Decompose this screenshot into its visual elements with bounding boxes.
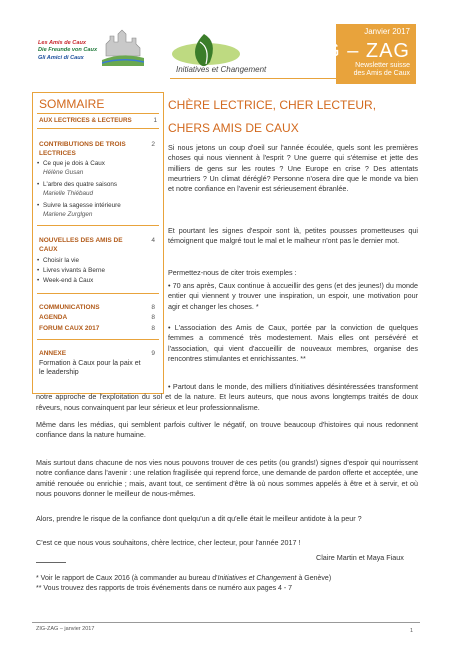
toc-divider (37, 128, 159, 129)
footnote-text: à Genève) (296, 575, 332, 582)
toc-item: • L'arbre des quatre saisons (43, 181, 155, 190)
toc-entry-label: FORUM CAUX 2017 (39, 325, 100, 332)
paragraph-2: Et pourtant les signes d'espoir sont là, petites pousses prometteuses qui témoignent que malgré tout le mal et le malheur n'ont pas le dernier mot. (168, 226, 418, 246)
table-of-contents (32, 92, 164, 394)
toc-entry-nouvelles[interactable] (39, 236, 155, 254)
footnote-text: * Voir le rapport de Caux 2016 (à commander au bureau d' (36, 575, 218, 582)
logo-line-it: Gli Amici di Caux (38, 54, 84, 61)
newsletter-subtitle (354, 62, 410, 78)
toc-entry-label: CAUX (39, 246, 58, 253)
toc-entry-label: ANNEXE (39, 350, 67, 357)
initiatives-changement-label: Initiatives et Changement (176, 65, 267, 74)
toc-entry-label: AGENDA (39, 314, 68, 321)
paragraph-6: • Partout dans le monde, des milliers d'initiatives désintéressées transforment notre approche de l'exploitation du sol et de la nature. Et leurs auteurs, que nous avons longtemps traités de doux rêveurs, nous convainquent par leur sérieux et leur professionnalisme. (36, 382, 418, 412)
footer-label: ZIG-ZAG – janvier 2017 (36, 626, 95, 632)
toc-divider (37, 225, 159, 226)
toc-author: Hélène Gusan (43, 169, 84, 176)
toc-entry-agenda[interactable] (39, 313, 155, 322)
toc-page-number: 2 (151, 141, 155, 148)
toc-page-number: 1 (153, 117, 157, 124)
toc-page-number: 8 (151, 314, 155, 321)
toc-divider (37, 293, 159, 294)
footer-rule (32, 622, 420, 623)
signature: Claire Martin et Maya Fiaux (316, 553, 404, 562)
paragraph-1: Si nous jetons un coup d'oeil sur l'année écoulée, quels sont les premières choses qui nous viennent à l'esprit ? Une guerre qui s'étemise et jette des milliers de gens sur les routes ? Une Europe en crise ? Des attentats meurtriers ? Un climat déréglé? Personne n'osera dire que le monde va bien et notre confiance en l'avenir est sérieusement ébranlée. (168, 143, 418, 194)
toc-item: • Ce que je dois à Caux (43, 160, 155, 169)
toc-entry-aux-lecteurs[interactable] (39, 117, 157, 124)
logo-line-de: Die Freunde von Caux (38, 47, 98, 54)
toc-page-number: 9 (151, 350, 155, 357)
toc-entry-label: AUX LECTRICES & LECTEURS (39, 117, 132, 124)
toc-entry-communications[interactable] (39, 303, 155, 312)
toc-page-number: 8 (151, 304, 155, 311)
issue-date: Janvier 2017 (364, 27, 410, 36)
toc-entry-label: CONTRIBUTIONS DE TROIS (39, 141, 126, 148)
toc-item: • Livres vivants à Berne (43, 267, 155, 276)
subtitle-line-1: Newsletter suisse (355, 62, 410, 69)
toc-page-number: 4 (151, 237, 155, 244)
toc-author: Marielle Thiébaud (43, 190, 94, 197)
footnote-2: ** Vous trouvez des rapports de trois événements dans ce numéro aux pages 4 - 7 (36, 585, 293, 592)
toc-item: • Week-end à Caux (43, 277, 155, 286)
article-title-line-2: CHERS AMIS DE CAUX (168, 121, 299, 135)
article-title-line-1: CHÈRE LECTRICE, CHER LECTEUR, (168, 98, 377, 112)
toc-entry-label: NOUVELLES DES AMIS DE (39, 237, 123, 244)
toc-page-number: 8 (151, 325, 155, 332)
toc-entry-annexe[interactable] (39, 349, 155, 358)
logo-line-fr: Les Amis de Caux (38, 40, 86, 46)
paragraph-4: • 70 ans après, Caux continue à accueillir des gens (et des jeunes!) du monde entier qui viennent y trouver une inspiration, un espoir, une motivation pour agir et changer les choses. * (168, 281, 418, 311)
toc-entry-label: LECTRICES (39, 150, 76, 157)
toc-author: Marlene Zurglgen (43, 211, 93, 218)
amis-de-caux-logo (38, 40, 97, 62)
toc-entry-forum[interactable] (39, 324, 155, 333)
castle-icon (102, 26, 144, 66)
paragraph-8: Mais surtout dans chacune de nos vies nous pouvons trouver de ces petits (ou grands!) signes d'espoir qui nourrissent notre confiance dans l'avenir : une relation fragilisée qui reprend force, une demande de pardon offerte et acceptée, une amitié renouée ou enrichie ; mais, avant tout, ce sentiment d'être là où nous sommes appelés à être et à servir, et où nous pouvons donner le meilleur de nous-mêmes. (36, 458, 418, 498)
footnote-1 (36, 575, 331, 582)
toc-divider (37, 113, 159, 114)
subtitle-line-2: des Amis de Caux (353, 70, 410, 77)
annexe-description: Formation à Caux pour la paix et le leadership (39, 360, 141, 376)
toc-item: • Suivre la sagesse intérieure (43, 202, 155, 211)
paragraph-5: • L'association des Amis de Caux, portée par la conviction de quelques femmes a commencé très modestement. Mais elles ont persévéré et l'association, qui vient d'accueillir de nouveaux membres, organise des rencontres stimulantes et enrichissantes. ** (168, 323, 418, 363)
toc-title: SOMMAIRE (39, 97, 105, 111)
paragraph-10: C'est ce que nous vous souhaitons, chère lectrice, cher lecteur, pour l'année 2017 ! (36, 538, 301, 547)
footnote-text-italic: Initiatives et Changement (217, 575, 297, 582)
toc-entry-contributions[interactable] (39, 140, 155, 158)
toc-divider (37, 339, 159, 340)
paragraph-7: Même dans les médias, qui semblent parfois cultiver le négatif, on trouve beaucoup d'histoires qui nous redonnent confiance dans la nature humaine. (36, 420, 418, 440)
toc-entry-label: COMMUNICATIONS (39, 304, 100, 311)
page-number: 1 (410, 628, 414, 634)
paragraph-3: Permettez-nous de citer trois exemples : (168, 268, 297, 277)
footnote-rule (36, 562, 66, 563)
toc-item: • Choisir la vie (43, 257, 155, 266)
paragraph-9: Alors, prendre le risque de la confiance dont quelqu'un a dit qu'elle était le meilleur antidote à la peur ? (36, 514, 362, 523)
newsletter-title: ZIG – ZAG (304, 40, 410, 62)
masthead-box (304, 24, 416, 84)
